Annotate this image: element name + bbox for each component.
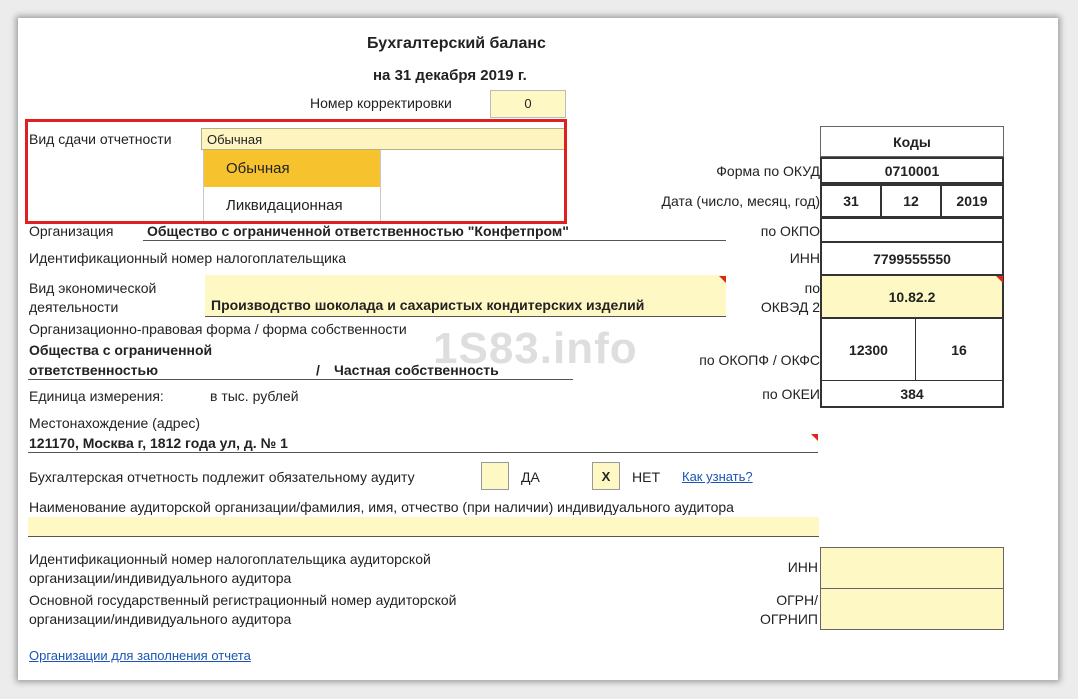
ownership-value[interactable]: Частная собственность [334, 362, 499, 378]
okved-label-2: ОКВЭД 2 [760, 299, 820, 315]
auditor-inn-code-label: ИНН [787, 559, 818, 575]
audit-label: Бухгалтерская отчетность подлежит обязательному аудиту [29, 469, 415, 485]
unit-label: Единица измерения: [29, 388, 164, 404]
address-underline [28, 452, 818, 453]
audit-yes-checkbox[interactable] [481, 462, 509, 490]
okved-label-1: по [804, 280, 820, 296]
okved-value[interactable]: 10.82.2 [820, 275, 1004, 318]
auditor-ogrn-label-2: организации/индивидуального аудитора [29, 611, 292, 627]
organization-label: Организация [29, 223, 114, 239]
auditor-ogrn-field[interactable] [820, 588, 1004, 630]
address-value[interactable]: 121170, Москва г, 1812 года ул, д. № 1 [29, 435, 288, 451]
okpo-label: по ОКПО [760, 223, 820, 239]
organizations-link[interactable]: Организации для заполнения отчета [29, 648, 251, 663]
organization-value[interactable]: Общество с ограниченной ответственностью "Конфетпром" [147, 223, 569, 239]
inn-row-label: Идентификационный номер налогоплательщика [29, 250, 347, 266]
activity-label-1: Вид экономической [29, 280, 157, 296]
legal-form-label: Организационно-правовая форма / форма собственности [29, 321, 407, 337]
balance-sheet-form [18, 18, 1058, 680]
audit-no-label: НЕТ [632, 469, 660, 485]
inn-value[interactable]: 7799555550 [820, 242, 1004, 275]
okopf-label: по ОКОПФ / ОКФС [699, 352, 820, 368]
okpo-value[interactable] [820, 218, 1004, 242]
comment-marker [811, 434, 818, 441]
inn-label: ИНН [789, 250, 820, 266]
how-to-know-link[interactable]: Как узнать? [682, 469, 753, 484]
dropdown-option-regular[interactable]: Обычная [204, 150, 380, 187]
legal-form-separator: / [316, 362, 320, 378]
okei-value[interactable]: 384 [820, 380, 1004, 408]
auditor-inn-field[interactable] [820, 547, 1004, 589]
comment-marker [719, 276, 726, 283]
auditor-inn-label-1: Идентификационный номер налогоплательщика аудиторской [29, 551, 431, 567]
unit-value: в тыс. рублей [210, 388, 299, 404]
auditor-name-label: Наименование аудиторской организации/фамилия, имя, отчество (при наличии) индивидуального аудитора [29, 499, 734, 515]
legal-form-value-2[interactable]: ответственностью [29, 362, 159, 378]
auditor-ogrn-label-1: Основной государственный регистрационный номер аудиторской [29, 592, 457, 608]
activity-value: Производство шоколада и сахаристых кондитерских изделий [211, 297, 645, 313]
auditor-inn-label-2: организации/индивидуального аудитора [29, 570, 292, 586]
report-type-select[interactable]: Обычная [201, 128, 565, 150]
audit-yes-label: ДА [521, 469, 540, 485]
dropdown-option-liquidation[interactable]: Ликвидационная [226, 197, 343, 214]
activity-field[interactable] [205, 275, 726, 317]
date-month[interactable]: 12 [880, 184, 942, 218]
address-label: Местонахождение (адрес) [29, 415, 201, 431]
page-title: Бухгалтерский баланс [367, 35, 546, 52]
comment-marker [996, 276, 1003, 283]
activity-label-2: деятельности [29, 299, 119, 315]
page-subtitle: на 31 декабря 2019 г. [373, 67, 527, 84]
auditor-ogrn-code-label-1: ОГРН/ [776, 592, 818, 608]
correction-field[interactable]: 0 [490, 90, 566, 118]
date-day[interactable]: 31 [820, 184, 882, 218]
okei-label: по ОКЕИ [762, 386, 820, 402]
date-label: Дата (число, месяц, год) [661, 193, 820, 209]
codes-header: Коды [820, 126, 1004, 157]
legal-form-underline [28, 379, 573, 380]
okfs-value[interactable]: 16 [915, 318, 1004, 381]
auditor-ogrn-code-label-2: ОГРНИП [759, 611, 818, 627]
watermark: 1S83.info [433, 324, 638, 373]
correction-label: Номер корректировки [310, 95, 452, 111]
date-year[interactable]: 2019 [940, 184, 1004, 218]
organization-underline [143, 240, 726, 241]
okud-value[interactable]: 0710001 [820, 157, 1004, 184]
highlight-frame [25, 119, 567, 224]
report-type-label: Вид сдачи отчетности [29, 131, 172, 147]
audit-no-checkbox[interactable]: X [592, 462, 620, 490]
okopf-value[interactable]: 12300 [820, 318, 916, 381]
legal-form-value-1[interactable]: Общества с ограниченной [29, 342, 213, 358]
okud-label: Форма по ОКУД [716, 163, 820, 179]
auditor-name-field[interactable] [28, 517, 819, 537]
